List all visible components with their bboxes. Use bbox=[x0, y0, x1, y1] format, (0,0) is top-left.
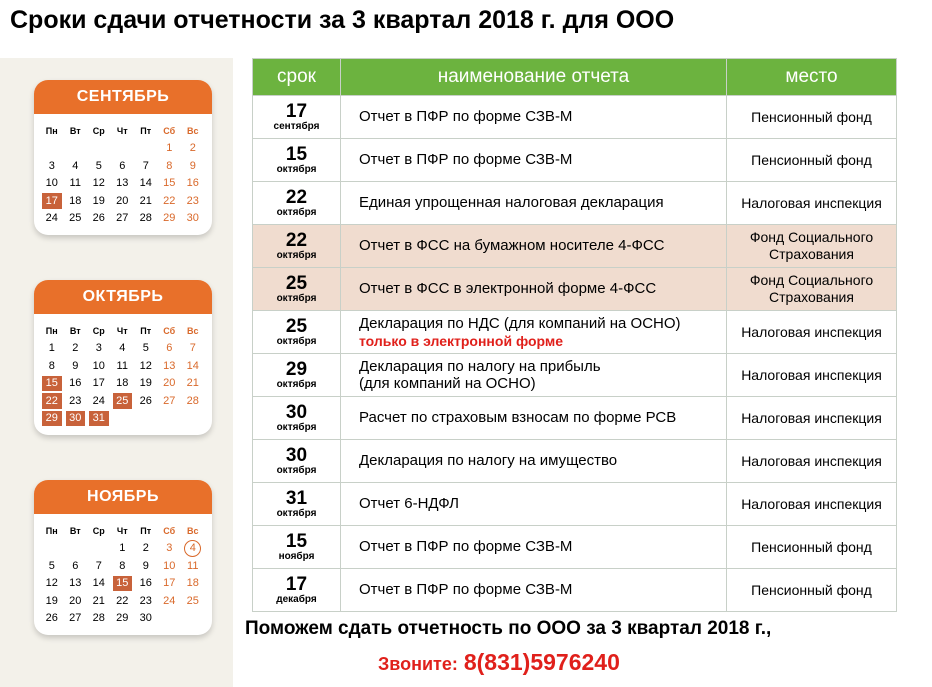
calendar-day: 14 bbox=[92, 577, 105, 590]
report-name: Отчет 6-НДФЛ bbox=[359, 495, 459, 513]
calendar-day: 18 bbox=[186, 577, 199, 590]
calendar-day: 2 bbox=[189, 142, 196, 155]
calendar-day: 14 bbox=[186, 359, 199, 372]
calendar-october bbox=[34, 280, 212, 435]
calendar-day: 10 bbox=[92, 359, 105, 372]
table-row bbox=[253, 397, 897, 440]
report-name: Единая упрощенная налоговая декларация bbox=[359, 194, 664, 212]
calendar-november bbox=[34, 480, 212, 635]
calendar-day: 15 bbox=[42, 376, 62, 392]
calendar-empty bbox=[40, 540, 64, 558]
deadline-month: октября bbox=[276, 465, 317, 476]
deadline-month: октября bbox=[276, 508, 317, 519]
report-cell bbox=[341, 483, 727, 526]
calendar-day: 4 bbox=[72, 159, 79, 172]
calendar-day: 8 bbox=[119, 559, 126, 572]
calendar-day: 16 bbox=[69, 377, 82, 390]
calendar-day: 19 bbox=[92, 194, 105, 207]
place-cell bbox=[727, 397, 897, 440]
calendar-day: 12 bbox=[139, 359, 152, 372]
calendar-day: 1 bbox=[119, 542, 126, 555]
weekday-label: Чт bbox=[116, 525, 128, 536]
place-cell bbox=[727, 440, 897, 483]
calendar-day: 23 bbox=[69, 394, 82, 407]
calendar-day: 24 bbox=[45, 212, 58, 225]
weekday-label: Чт bbox=[116, 325, 128, 336]
weekday-label: Ср bbox=[92, 325, 105, 336]
place-name: Налоговая инспекция bbox=[741, 409, 882, 426]
calendar-month-title: ОКТЯБРЬ bbox=[34, 280, 212, 314]
deadline-month: ноября bbox=[278, 551, 315, 562]
calendar-day: 11 bbox=[187, 559, 199, 572]
calendar-day: 5 bbox=[48, 559, 55, 572]
header-report-name: наименование отчета bbox=[341, 59, 727, 96]
report-name: Отчет в ПФР по форме СЗВ-М bbox=[359, 581, 573, 599]
calendar-day: 6 bbox=[72, 559, 79, 572]
deadline-day: 22 bbox=[285, 187, 308, 208]
calendar-day: 23 bbox=[186, 194, 199, 207]
report-name: Декларация по НДС (для компаний на ОСНО) bbox=[359, 315, 681, 333]
calendar-day: 11 bbox=[69, 177, 81, 190]
deadline-day: 25 bbox=[285, 273, 308, 294]
calendar-day: 17 bbox=[42, 193, 62, 209]
calendar-day: 5 bbox=[95, 159, 102, 172]
table-row bbox=[253, 354, 897, 397]
calendar-day: 16 bbox=[139, 577, 152, 590]
report-name: Отчет в ФСС на бумажном носителе 4-ФСС bbox=[359, 237, 665, 255]
report-cell bbox=[341, 268, 727, 311]
calendar-day: 17 bbox=[163, 577, 176, 590]
place-cell bbox=[727, 483, 897, 526]
calendar-day: 11 bbox=[116, 359, 128, 372]
place-cell bbox=[727, 311, 897, 354]
report-name: Декларация по налогу на имущество bbox=[359, 452, 618, 470]
weekday-label: Вс bbox=[186, 525, 199, 536]
deadline-cell bbox=[253, 526, 341, 569]
calendar-day: 13 bbox=[163, 359, 176, 372]
place-name: Пенсионный фонд bbox=[751, 538, 872, 555]
calendar-grid bbox=[40, 122, 206, 227]
deadline-cell bbox=[253, 440, 341, 483]
deadline-month: декабря bbox=[276, 594, 317, 605]
calendar-day: 21 bbox=[186, 377, 199, 390]
calendar-day: 21 bbox=[92, 594, 105, 607]
calendar-day: 15 bbox=[113, 576, 133, 592]
report-cell bbox=[341, 526, 727, 569]
place-cell bbox=[727, 182, 897, 225]
calendar-day: 5 bbox=[142, 342, 149, 355]
calendar-day: 9 bbox=[72, 359, 79, 372]
weekday-label: Вт bbox=[69, 525, 81, 536]
calendar-day: 14 bbox=[139, 177, 152, 190]
place-cell bbox=[727, 569, 897, 612]
calendar-day: 25 bbox=[186, 594, 199, 607]
deadline-month: октября bbox=[276, 293, 317, 304]
calendar-day: 24 bbox=[163, 594, 176, 607]
calendar-day: 21 bbox=[139, 194, 152, 207]
deadline-month: октября bbox=[276, 422, 317, 433]
calendar-day: 4 bbox=[119, 342, 126, 355]
calendar-day: 30 bbox=[66, 411, 86, 427]
place-cell bbox=[727, 268, 897, 311]
report-name: Отчет в ПФР по форме СЗВ-М bbox=[359, 151, 573, 169]
weekday-label: Ср bbox=[92, 525, 105, 536]
calendar-day: 27 bbox=[116, 212, 129, 225]
calendar-day: 3 bbox=[95, 342, 102, 355]
deadline-day: 30 bbox=[285, 402, 308, 423]
calendar-empty bbox=[87, 540, 111, 558]
report-name: Отчет в ПФР по форме СЗВ-М bbox=[359, 108, 573, 126]
call-label: Звоните: bbox=[378, 654, 458, 674]
place-name: Налоговая инспекция bbox=[741, 366, 882, 383]
calendar-day: 20 bbox=[163, 377, 176, 390]
calendar-day: 9 bbox=[142, 559, 149, 572]
phone-number[interactable]: 8(831)5976240 bbox=[463, 649, 620, 675]
report-name: Отчет в ПФР по форме СЗВ-М bbox=[359, 538, 573, 556]
calendar-month-title: НОЯБРЬ bbox=[34, 480, 212, 514]
calendar-day: 13 bbox=[69, 577, 82, 590]
report-cell bbox=[341, 182, 727, 225]
weekday-label: Сб bbox=[163, 325, 176, 336]
deadline-cell bbox=[253, 182, 341, 225]
calendar-empty bbox=[64, 140, 88, 158]
header-place: место bbox=[727, 59, 897, 96]
calendar-day: 22 bbox=[116, 594, 129, 607]
calendar-day: 18 bbox=[69, 194, 82, 207]
deadline-month: сентября bbox=[273, 121, 320, 132]
place-cell bbox=[727, 526, 897, 569]
calendar-day: 8 bbox=[166, 159, 173, 172]
deadline-cell bbox=[253, 311, 341, 354]
calendar-day: 28 bbox=[186, 394, 199, 407]
calendar-day: 1 bbox=[166, 142, 173, 155]
place-cell bbox=[727, 96, 897, 139]
place-name: Налоговая инспекция bbox=[741, 194, 882, 211]
weekday-label: Сб bbox=[163, 525, 176, 536]
deadline-day: 15 bbox=[285, 531, 308, 552]
calendar-day: 30 bbox=[186, 212, 199, 225]
calendar-day: 9 bbox=[189, 159, 196, 172]
calendar-day: 7 bbox=[95, 559, 102, 572]
deadline-day: 17 bbox=[285, 101, 308, 122]
report-cell bbox=[341, 139, 727, 182]
deadline-cell bbox=[253, 268, 341, 311]
weekday-label: Чт bbox=[116, 125, 128, 136]
deadline-month: октября bbox=[276, 250, 317, 261]
calendar-empty bbox=[134, 140, 158, 158]
calendar-day: 20 bbox=[116, 194, 129, 207]
report-name: Декларация по налогу на прибыль (для компаний на ОСНО) bbox=[359, 357, 601, 392]
place-name: Налоговая инспекция bbox=[741, 495, 882, 512]
calendar-day: 31 bbox=[89, 411, 109, 427]
deadline-day: 29 bbox=[285, 359, 308, 380]
table-row bbox=[253, 526, 897, 569]
calendar-day: 20 bbox=[69, 594, 82, 607]
calendar-day: 2 bbox=[142, 542, 149, 555]
table-row bbox=[253, 311, 897, 354]
table-row bbox=[253, 268, 897, 311]
calendar-day: 27 bbox=[163, 394, 176, 407]
calendar-day: 27 bbox=[69, 612, 82, 625]
calendar-day: 28 bbox=[92, 612, 105, 625]
place-name: Пенсионный фонд bbox=[751, 581, 872, 598]
calendar-panel bbox=[0, 58, 233, 687]
calendar-day: 23 bbox=[139, 594, 152, 607]
weekday-label: Пн bbox=[45, 525, 58, 536]
calendar-day: 7 bbox=[189, 342, 196, 355]
calendar-day: 3 bbox=[48, 159, 55, 172]
calendar-day: 4 bbox=[184, 540, 201, 557]
calendar-day: 10 bbox=[163, 559, 176, 572]
report-cell bbox=[341, 96, 727, 139]
calendar-day: 28 bbox=[139, 212, 152, 225]
weekday-label: Пн bbox=[45, 325, 58, 336]
calendar-day: 2 bbox=[72, 342, 79, 355]
calendar-empty bbox=[111, 140, 135, 158]
calendar-day: 12 bbox=[45, 577, 58, 590]
place-name: Пенсионный фонд bbox=[751, 108, 872, 125]
place-cell bbox=[727, 354, 897, 397]
calendar-empty bbox=[158, 610, 182, 628]
calendar-grid bbox=[40, 522, 206, 627]
calendar-day: 29 bbox=[116, 612, 129, 625]
report-name: Расчет по страховым взносам по форме РСВ bbox=[359, 409, 677, 427]
report-name: Отчет в ФСС в электронной форме 4-ФСС bbox=[359, 280, 657, 298]
calendar-day: 7 bbox=[142, 159, 149, 172]
calendar-empty bbox=[181, 610, 205, 628]
report-cell bbox=[341, 354, 727, 397]
deadline-month: октября bbox=[276, 164, 317, 175]
deadline-day: 30 bbox=[285, 445, 308, 466]
deadlines-table bbox=[252, 58, 897, 612]
calendar-day: 25 bbox=[69, 212, 82, 225]
deadline-day: 31 bbox=[285, 488, 308, 509]
table-row bbox=[253, 182, 897, 225]
calendar-empty bbox=[64, 540, 88, 558]
calendar-empty bbox=[134, 410, 158, 428]
calendar-day: 13 bbox=[116, 177, 129, 190]
deadline-month: октября bbox=[276, 336, 317, 347]
deadline-cell bbox=[253, 397, 341, 440]
weekday-label: Пт bbox=[140, 125, 152, 136]
calendar-empty bbox=[40, 140, 64, 158]
report-cell bbox=[341, 569, 727, 612]
calendar-empty bbox=[181, 410, 205, 428]
weekday-label: Вс bbox=[186, 125, 199, 136]
calendar-empty bbox=[111, 410, 135, 428]
deadline-cell bbox=[253, 569, 341, 612]
calendar-day: 22 bbox=[163, 194, 176, 207]
place-name: Налоговая инспекция bbox=[741, 323, 882, 340]
weekday-label: Вт bbox=[69, 325, 81, 336]
table-row bbox=[253, 225, 897, 268]
calendar-day: 12 bbox=[92, 177, 105, 190]
footer-offer: Поможем сдать отчетность по ООО за 3 квартал 2018 г., bbox=[245, 618, 772, 639]
place-name: Пенсионный фонд bbox=[751, 151, 872, 168]
table-row bbox=[253, 440, 897, 483]
deadline-day: 15 bbox=[285, 144, 308, 165]
calendar-empty bbox=[87, 140, 111, 158]
place-name: Фонд Социального Страхования bbox=[749, 272, 874, 305]
deadline-month: октября bbox=[276, 207, 317, 218]
calendar-september bbox=[34, 80, 212, 235]
report-cell bbox=[341, 397, 727, 440]
calendar-day: 25 bbox=[113, 393, 133, 409]
deadline-cell bbox=[253, 96, 341, 139]
calendar-day: 17 bbox=[92, 377, 105, 390]
calendar-day: 29 bbox=[163, 212, 176, 225]
deadline-month: октября bbox=[276, 379, 317, 390]
report-note: только в электронной форме bbox=[359, 332, 564, 349]
weekday-label: Пн bbox=[45, 125, 58, 136]
report-cell bbox=[341, 440, 727, 483]
calendar-day: 22 bbox=[42, 393, 62, 409]
report-cell bbox=[341, 225, 727, 268]
calendar-day: 26 bbox=[92, 212, 105, 225]
calendar-day: 3 bbox=[166, 542, 173, 555]
footer-contact bbox=[378, 649, 620, 676]
weekday-label: Вт bbox=[69, 125, 81, 136]
calendar-day: 30 bbox=[139, 612, 152, 625]
calendar-grid bbox=[40, 322, 206, 427]
place-cell bbox=[727, 225, 897, 268]
calendar-day: 10 bbox=[45, 177, 58, 190]
calendar-day: 16 bbox=[186, 177, 199, 190]
place-name: Фонд Социального Страхования bbox=[749, 229, 874, 262]
deadline-cell bbox=[253, 139, 341, 182]
deadline-cell bbox=[253, 483, 341, 526]
calendar-day: 8 bbox=[48, 359, 55, 372]
calendar-day: 1 bbox=[48, 342, 55, 355]
deadline-cell bbox=[253, 225, 341, 268]
calendar-day: 26 bbox=[139, 394, 152, 407]
page-title: Сроки сдачи отчетности за 3 квартал 2018 г. для ООО bbox=[10, 6, 675, 34]
calendar-empty bbox=[158, 410, 182, 428]
calendar-day: 24 bbox=[92, 394, 105, 407]
calendar-day: 18 bbox=[116, 377, 129, 390]
deadline-day: 17 bbox=[285, 574, 308, 595]
table-row bbox=[253, 139, 897, 182]
weekday-label: Пт bbox=[140, 325, 152, 336]
deadline-day: 22 bbox=[285, 230, 308, 251]
calendar-day: 6 bbox=[119, 159, 126, 172]
calendar-day: 19 bbox=[139, 377, 152, 390]
calendar-day: 26 bbox=[45, 612, 58, 625]
weekday-label: Ср bbox=[92, 125, 105, 136]
table-row bbox=[253, 483, 897, 526]
deadline-day: 25 bbox=[285, 316, 308, 337]
weekday-label: Сб bbox=[163, 125, 176, 136]
table-row bbox=[253, 569, 897, 612]
deadline-cell bbox=[253, 354, 341, 397]
table-row bbox=[253, 96, 897, 139]
calendar-day: 15 bbox=[163, 177, 176, 190]
weekday-label: Пт bbox=[140, 525, 152, 536]
report-cell bbox=[341, 311, 727, 354]
place-cell bbox=[727, 139, 897, 182]
calendar-day: 29 bbox=[42, 411, 62, 427]
calendar-day: 19 bbox=[45, 594, 58, 607]
calendar-day: 6 bbox=[166, 342, 173, 355]
table-header bbox=[253, 59, 897, 96]
calendar-month-title: СЕНТЯБРЬ bbox=[34, 80, 212, 114]
header-date: срок bbox=[253, 59, 341, 96]
weekday-label: Вс bbox=[186, 325, 199, 336]
place-name: Налоговая инспекция bbox=[741, 452, 882, 469]
